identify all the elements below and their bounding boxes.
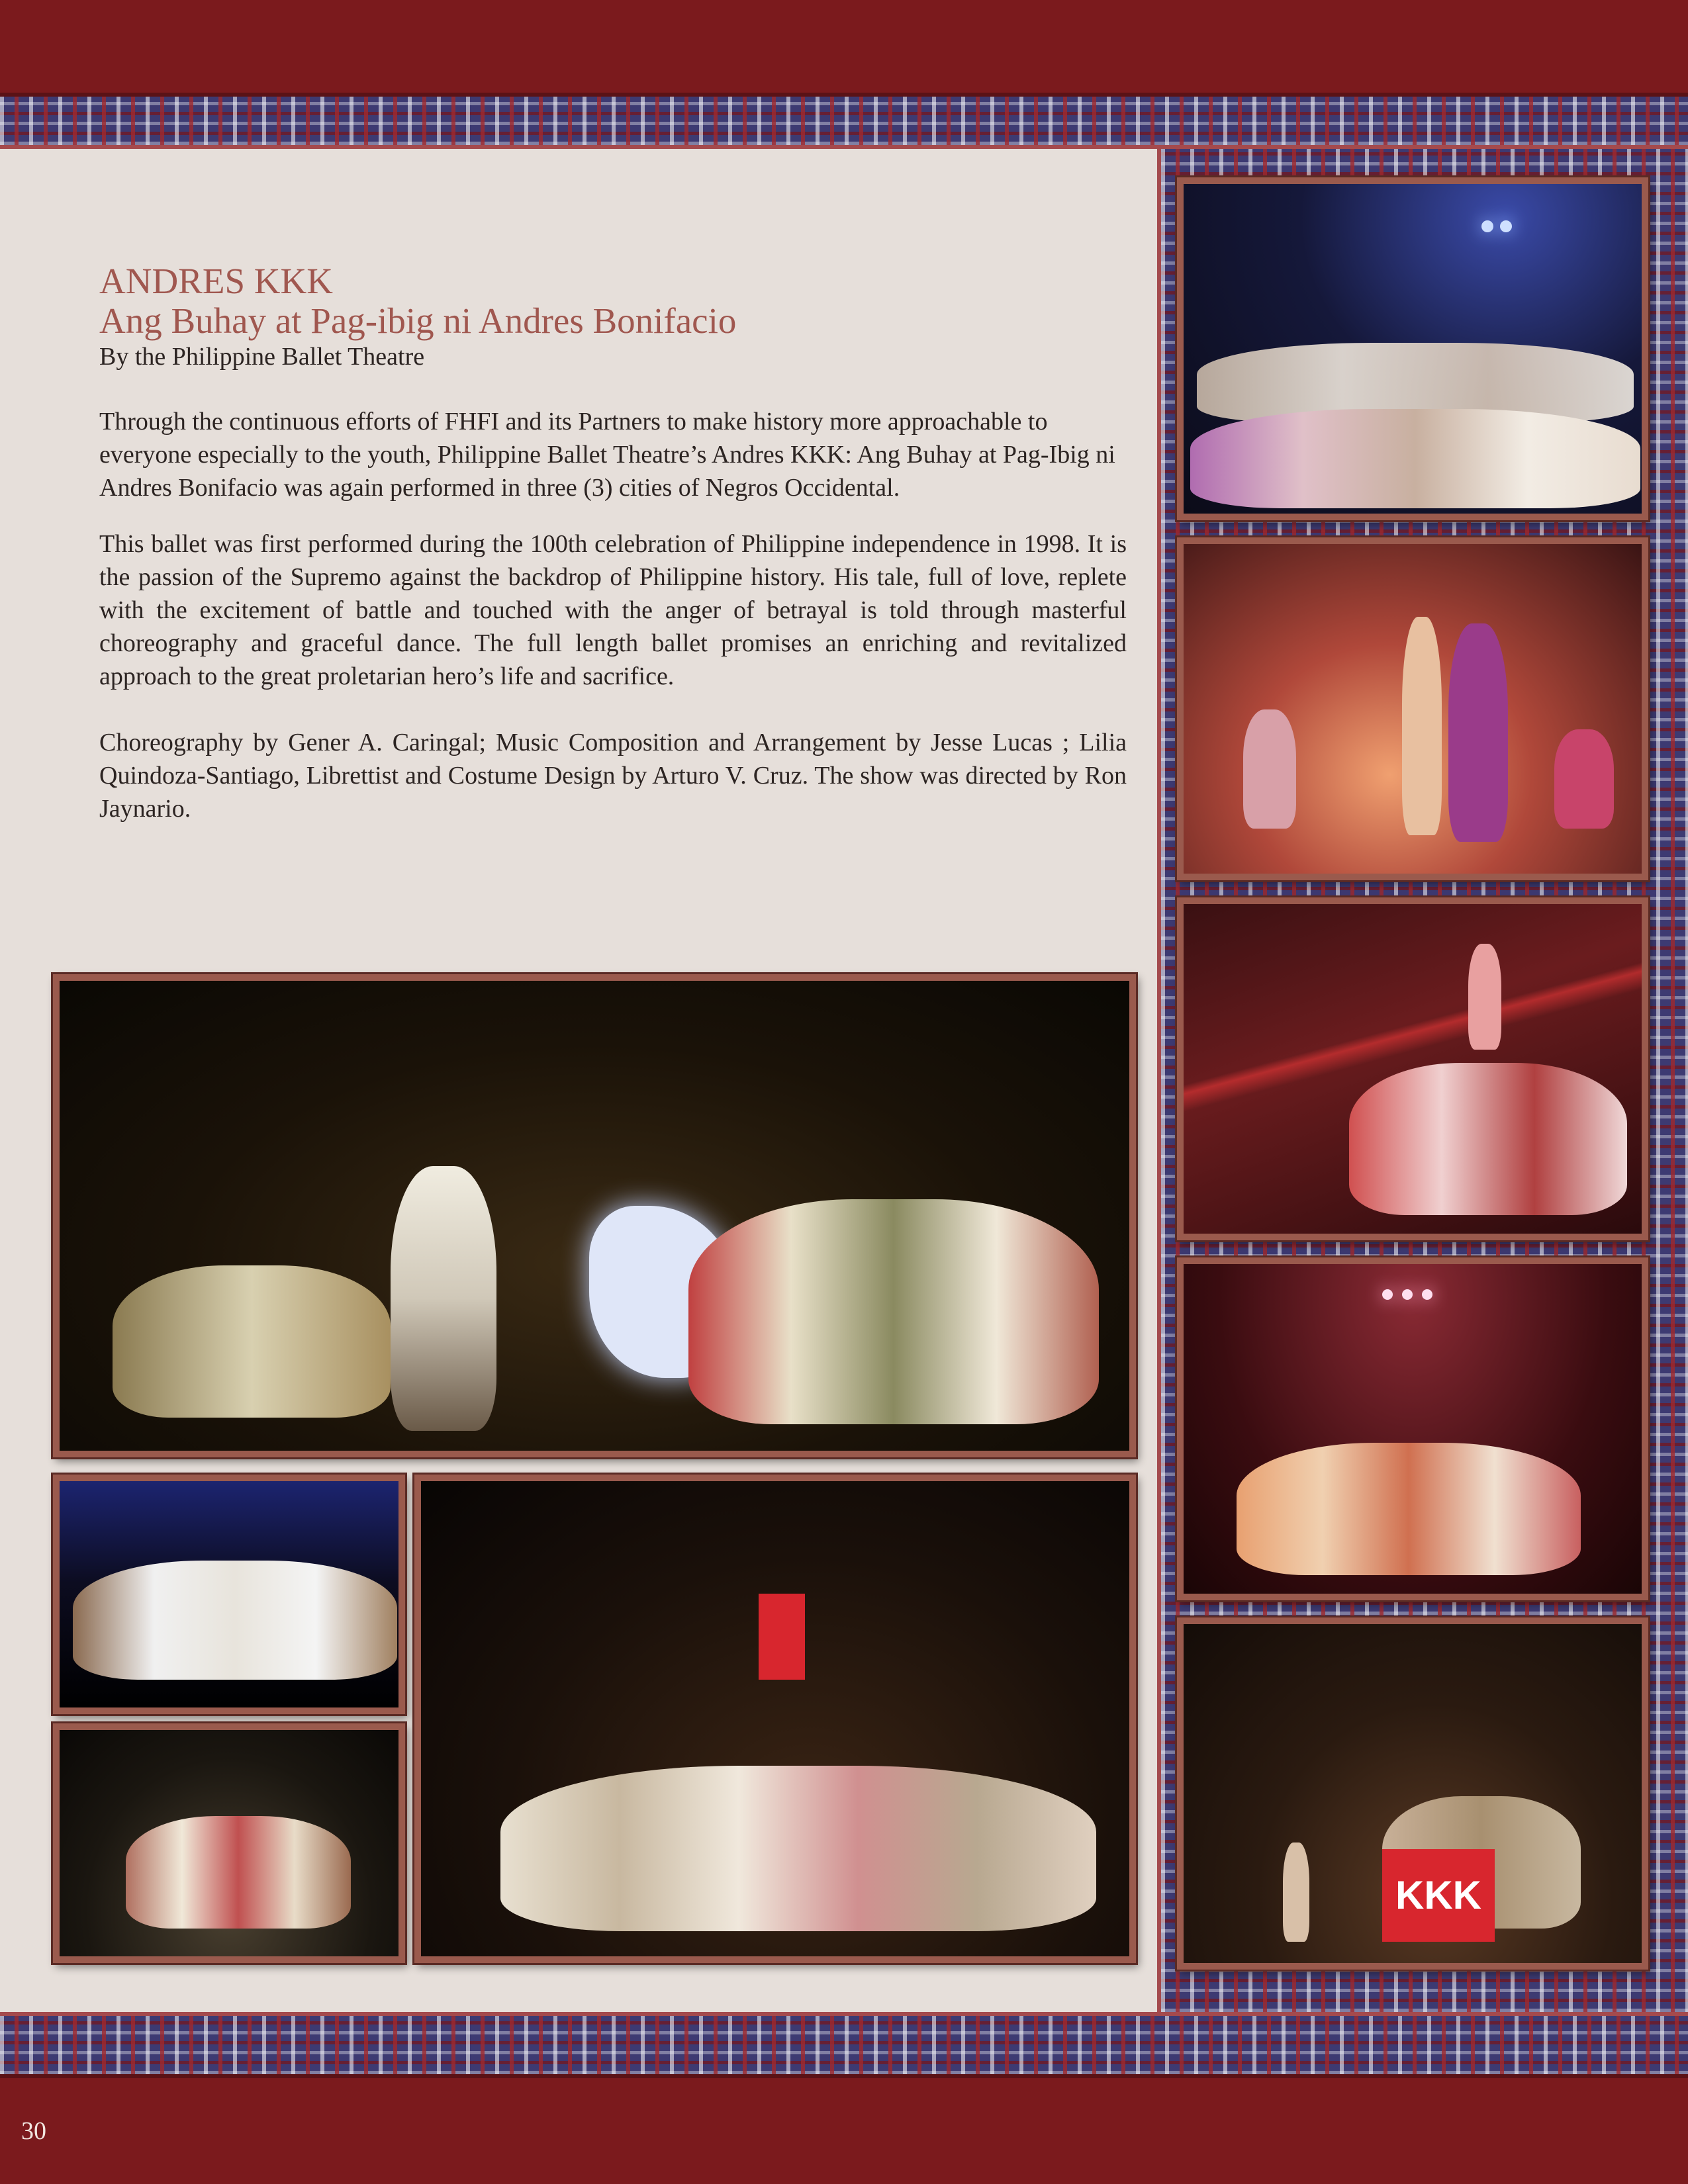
photo-cast-curtain-call: [1177, 177, 1648, 520]
page-number: 30: [21, 2117, 46, 2145]
kkk-banner: KKK: [1382, 1849, 1495, 1942]
photo-dancers-red-stage: [1177, 1257, 1648, 1600]
photo-human-pyramid: [1177, 897, 1648, 1240]
paragraph-history: This ballet was first performed during the 100th celebration of Philippine independence in 1998. It is the passion of the Supremo against the backdrop of Philippine history. His tale, full of love, replete with the excitement of battle and touched with the anger of betrayal is told through masterful choreography and graceful dance. The full length ballet promises an enriching and revitalized approach to the great proletarian hero’s life and sacrifice.: [99, 530, 1127, 690]
bottom-woven-border: [0, 2012, 1688, 2078]
top-woven-border: [0, 93, 1688, 149]
article-subtitle: Ang Buhay at Pag-ibig ni Andres Bonifacio: [99, 300, 737, 341]
top-band: [0, 0, 1688, 93]
paragraph-intro: Through the continuous efforts of FHFI and its Partners to make history more approachable to everyone especially to the youth, Philippine Ballet Theatre’s Andres KKK: Ang Buhay at Pag-Ibig ni Andres Bonifacio was again performed in three (3) cities of Negros Occidental.: [99, 408, 1115, 502]
article-byline: By the Philippine Ballet Theatre: [99, 343, 425, 371]
photo-bonifacio-battle-scene: [53, 974, 1136, 1457]
paragraph-credits: Choreography by Gener A. Caringal; Music Composition and Arrangement by Jesse Lucas ; Lilia Quindoza-Santiago, Librettist and Costume Design by Arturo V. Cruz. The show was directed by Ron Jaynario.: [99, 729, 1127, 823]
photo-kkk-banner: [1177, 1617, 1648, 1970]
article-title: ANDRES KKK: [99, 261, 333, 301]
photo-dancers-orange-light: [1177, 537, 1648, 880]
photo-ensemble-dance: [53, 1723, 405, 1963]
photo-flag-revolution-scene: [414, 1475, 1136, 1963]
bottom-band: [0, 2078, 1688, 2184]
photo-cast-white-costumes: [53, 1475, 405, 1714]
